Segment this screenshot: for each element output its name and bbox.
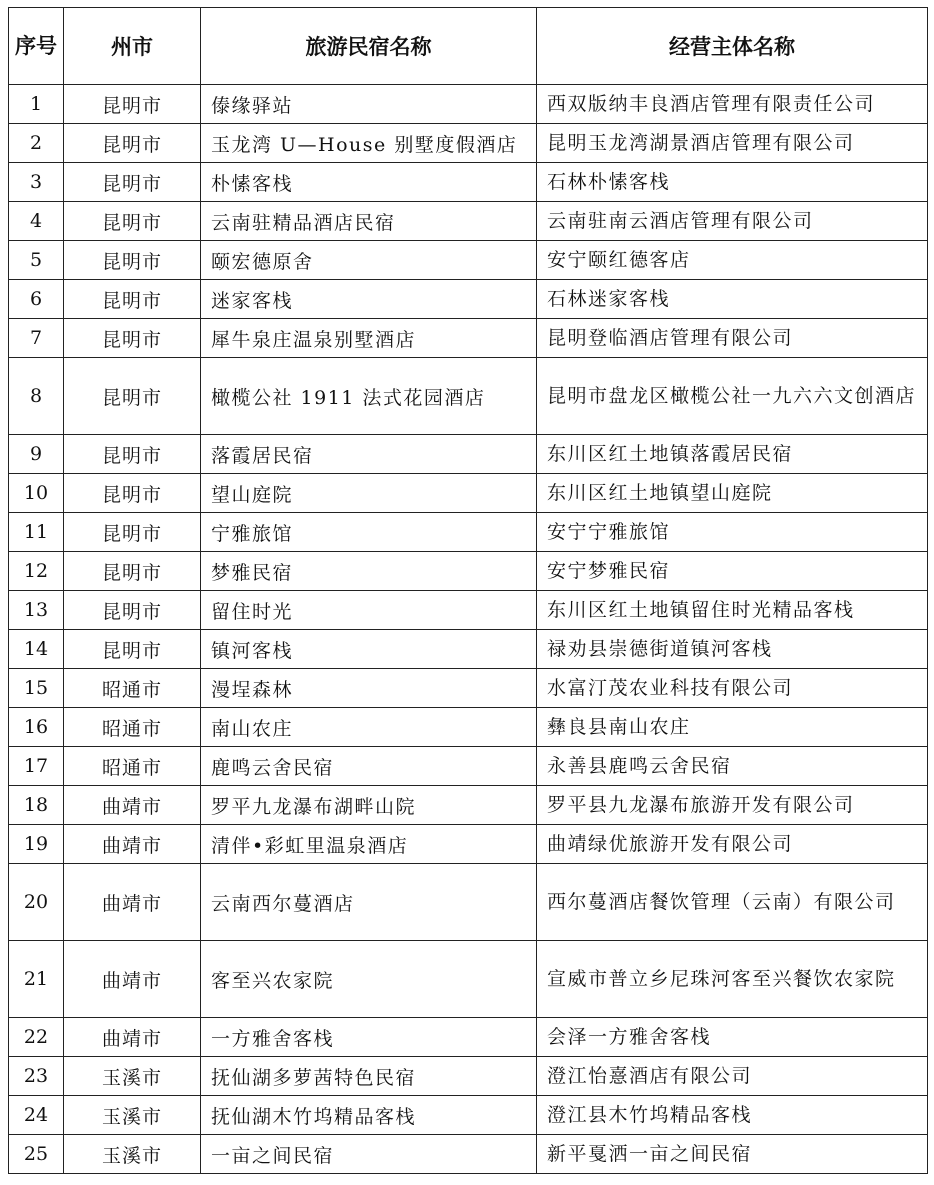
row-homestay-name: 望山庭院 (201, 474, 537, 513)
row-city: 昆明市 (64, 280, 201, 319)
row-num: 14 (9, 630, 64, 669)
row-num: 22 (9, 1018, 64, 1057)
row-operator-name: 澄江县木竹坞精品客栈 (537, 1096, 928, 1135)
table-row (9, 319, 928, 358)
table-row (9, 1018, 928, 1057)
table-row (9, 941, 928, 1018)
table-row (9, 241, 928, 280)
row-city: 曲靖市 (64, 864, 201, 941)
table-row (9, 280, 928, 319)
header-city: 州市 (64, 8, 201, 85)
table-row (9, 513, 928, 552)
row-num: 7 (9, 319, 64, 358)
row-city: 昆明市 (64, 124, 201, 163)
row-operator-name: 西尔蔓酒店餐饮管理（云南）有限公司 (537, 864, 928, 941)
row-homestay-name: 云南西尔蔓酒店 (201, 864, 537, 941)
row-operator-name: 昆明登临酒店管理有限公司 (537, 319, 928, 358)
row-num: 10 (9, 474, 64, 513)
table-row (9, 669, 928, 708)
table-row (9, 747, 928, 786)
row-homestay-name: 抚仙湖木竹坞精品客栈 (201, 1096, 537, 1135)
row-num: 23 (9, 1057, 64, 1096)
row-operator-name: 东川区红土地镇落霞居民宿 (537, 435, 928, 474)
row-operator-name: 昆明玉龙湾湖景酒店管理有限公司 (537, 124, 928, 163)
table-header-row (9, 8, 928, 85)
table-row (9, 124, 928, 163)
row-city: 昆明市 (64, 163, 201, 202)
row-operator-name: 东川区红土地镇留住时光精品客栈 (537, 591, 928, 630)
row-homestay-name: 玉龙湾 U—House 别墅度假酒店 (201, 124, 537, 163)
row-num: 6 (9, 280, 64, 319)
row-num: 19 (9, 825, 64, 864)
row-num: 16 (9, 708, 64, 747)
row-homestay-name: 镇河客栈 (201, 630, 537, 669)
row-operator-name: 昆明市盘龙区橄榄公社一九六六文创酒店 (537, 358, 928, 435)
row-city: 昭通市 (64, 708, 201, 747)
row-num: 9 (9, 435, 64, 474)
row-num: 21 (9, 941, 64, 1018)
row-num: 2 (9, 124, 64, 163)
table-row (9, 85, 928, 124)
row-homestay-name: 抚仙湖多萝茜特色民宿 (201, 1057, 537, 1096)
row-operator-name: 安宁宁雅旅馆 (537, 513, 928, 552)
row-homestay-name: 罗平九龙瀑布湖畔山院 (201, 786, 537, 825)
row-num: 20 (9, 864, 64, 941)
row-operator-name: 新平戛洒一亩之间民宿 (537, 1135, 928, 1174)
row-num: 18 (9, 786, 64, 825)
row-operator-name: 云南驻南云酒店管理有限公司 (537, 202, 928, 241)
table-row (9, 786, 928, 825)
row-num: 8 (9, 358, 64, 435)
row-operator-name: 东川区红土地镇望山庭院 (537, 474, 928, 513)
row-operator-name: 西双版纳丰良酒店管理有限责任公司 (537, 85, 928, 124)
row-operator-name: 禄劝县崇德街道镇河客栈 (537, 630, 928, 669)
row-city: 昆明市 (64, 319, 201, 358)
row-operator-name: 会泽一方雅舍客栈 (537, 1018, 928, 1057)
row-num: 1 (9, 85, 64, 124)
row-homestay-name: 南山农庄 (201, 708, 537, 747)
table-row (9, 825, 928, 864)
row-operator-name: 安宁颐红德客店 (537, 241, 928, 280)
row-operator-name: 彝良县南山农庄 (537, 708, 928, 747)
row-homestay-name: 颐宏德原舍 (201, 241, 537, 280)
table-row (9, 591, 928, 630)
row-city: 玉溪市 (64, 1135, 201, 1174)
table-row (9, 630, 928, 669)
row-city: 昭通市 (64, 669, 201, 708)
row-city: 曲靖市 (64, 825, 201, 864)
table-row (9, 202, 928, 241)
row-city: 曲靖市 (64, 941, 201, 1018)
table-row (9, 474, 928, 513)
row-operator-name: 罗平县九龙瀑布旅游开发有限公司 (537, 786, 928, 825)
row-homestay-name: 一亩之间民宿 (201, 1135, 537, 1174)
row-homestay-name: 迷家客栈 (201, 280, 537, 319)
table-row (9, 708, 928, 747)
row-city: 玉溪市 (64, 1096, 201, 1135)
row-city: 玉溪市 (64, 1057, 201, 1096)
row-homestay-name: 漫埕森林 (201, 669, 537, 708)
row-homestay-name: 客至兴农家院 (201, 941, 537, 1018)
row-city: 曲靖市 (64, 786, 201, 825)
header-name: 旅游民宿名称 (201, 8, 537, 85)
row-operator-name: 石林迷家客栈 (537, 280, 928, 319)
row-city: 昆明市 (64, 202, 201, 241)
table-row (9, 552, 928, 591)
row-city: 昆明市 (64, 591, 201, 630)
row-city: 昆明市 (64, 85, 201, 124)
row-city: 昆明市 (64, 630, 201, 669)
row-city: 昆明市 (64, 474, 201, 513)
row-homestay-name: 落霞居民宿 (201, 435, 537, 474)
row-operator-name: 安宁梦雅民宿 (537, 552, 928, 591)
table-row (9, 1096, 928, 1135)
row-homestay-name: 梦雅民宿 (201, 552, 537, 591)
table-row (9, 435, 928, 474)
row-city: 昆明市 (64, 513, 201, 552)
row-num: 15 (9, 669, 64, 708)
row-num: 24 (9, 1096, 64, 1135)
row-city: 昭通市 (64, 747, 201, 786)
row-operator-name: 曲靖绿优旅游开发有限公司 (537, 825, 928, 864)
table-row (9, 1135, 928, 1174)
row-operator-name: 石林朴愫客栈 (537, 163, 928, 202)
row-num: 12 (9, 552, 64, 591)
homestay-table (8, 7, 928, 1174)
row-homestay-name: 朴愫客栈 (201, 163, 537, 202)
row-num: 5 (9, 241, 64, 280)
row-num: 4 (9, 202, 64, 241)
table-row (9, 1057, 928, 1096)
row-num: 3 (9, 163, 64, 202)
row-operator-name: 宣威市普立乡尼珠河客至兴餐饮农家院 (537, 941, 928, 1018)
row-homestay-name: 宁雅旅馆 (201, 513, 537, 552)
row-city: 昆明市 (64, 358, 201, 435)
row-homestay-name: 一方雅舍客栈 (201, 1018, 537, 1057)
table-row (9, 358, 928, 435)
row-homestay-name: 犀牛泉庄温泉别墅酒店 (201, 319, 537, 358)
table-row (9, 864, 928, 941)
row-num: 13 (9, 591, 64, 630)
row-num: 11 (9, 513, 64, 552)
row-num: 25 (9, 1135, 64, 1174)
header-num: 序号 (9, 8, 64, 85)
table-row (9, 163, 928, 202)
row-city: 昆明市 (64, 552, 201, 591)
row-operator-name: 永善县鹿鸣云舍民宿 (537, 747, 928, 786)
row-operator-name: 水富汀茂农业科技有限公司 (537, 669, 928, 708)
row-city: 昆明市 (64, 241, 201, 280)
row-num: 17 (9, 747, 64, 786)
row-homestay-name: 橄榄公社 1911 法式花园酒店 (201, 358, 537, 435)
row-operator-name: 澄江怡憙酒店有限公司 (537, 1057, 928, 1096)
row-homestay-name: 清伴•彩虹里温泉酒店 (201, 825, 537, 864)
row-homestay-name: 留住时光 (201, 591, 537, 630)
header-owner: 经营主体名称 (537, 8, 928, 85)
row-homestay-name: 云南驻精品酒店民宿 (201, 202, 537, 241)
row-homestay-name: 傣缘驿站 (201, 85, 537, 124)
row-city: 昆明市 (64, 435, 201, 474)
row-city: 曲靖市 (64, 1018, 201, 1057)
row-homestay-name: 鹿鸣云舍民宿 (201, 747, 537, 786)
